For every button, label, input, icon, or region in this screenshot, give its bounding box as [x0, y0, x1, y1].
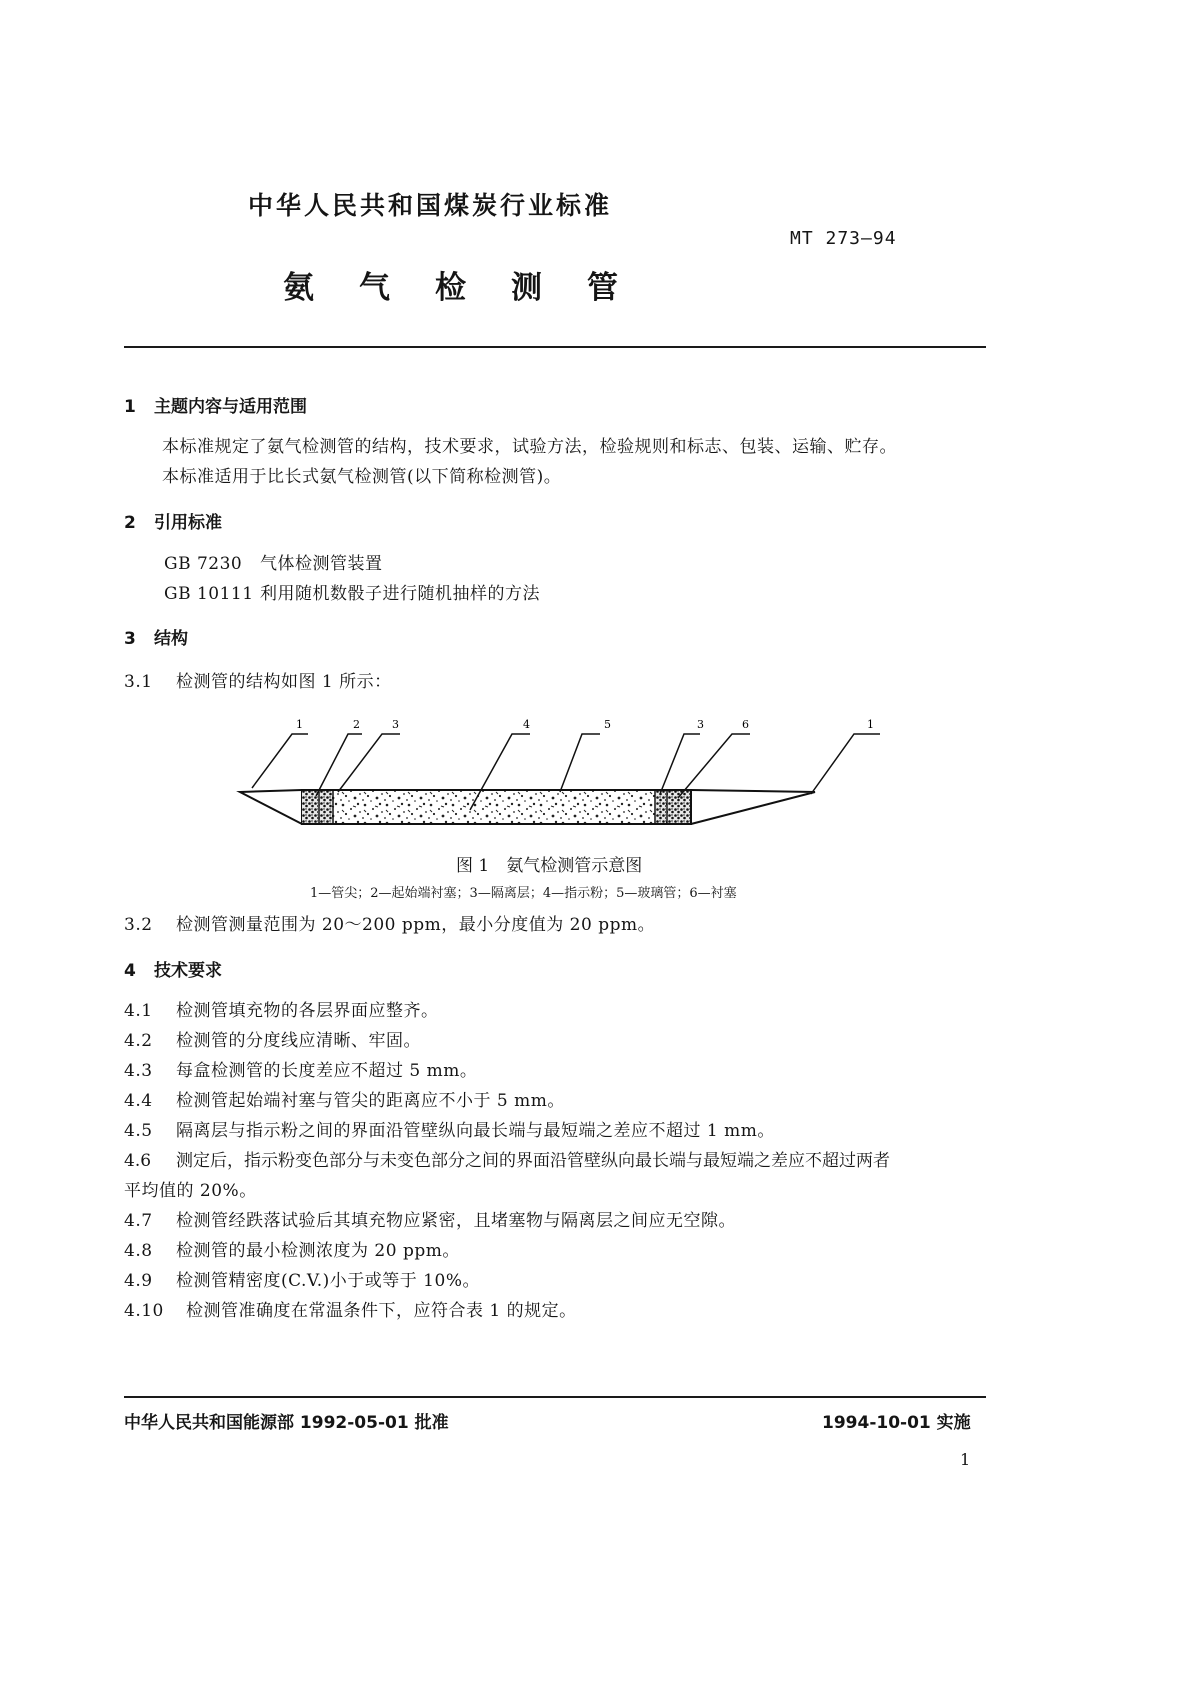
clause-number: 4.2: [124, 1031, 153, 1051]
clause-text: 隔离层与指示粉之间的界面沿管壁纵向最长端与最短端之差应不超过 1 mm。: [176, 1121, 775, 1141]
requirement-item: [124, 1266, 480, 1291]
section-4-heading: [124, 956, 222, 981]
tube-body: [302, 790, 691, 824]
section-1-title: 主题内容与适用范围: [154, 397, 307, 417]
clause-text: 检测管的结构如图 1 所示：: [176, 672, 392, 692]
clause-number: 4.9: [124, 1271, 153, 1291]
section-1-paragraph: 本标准规定了氨气检测管的结构，技术要求，试验方法，检验规则和标志、包装、运输、贮存。: [162, 437, 897, 457]
clause-3-1: [124, 667, 392, 692]
reference-item: [164, 549, 383, 574]
clause-text: 检测管经跌落试验后其填充物应紧密，且堵塞物与隔离层之间应无空隙。: [176, 1211, 736, 1231]
figure-1-tube-diagram: [230, 712, 890, 837]
requirement-item: [124, 996, 439, 1021]
section-2-title: 引用标准: [154, 513, 222, 533]
requirement-item: [124, 1296, 577, 1321]
callout-label: 3: [392, 718, 399, 731]
clause-number: 4.3: [124, 1061, 153, 1081]
clause-number: 4.8: [124, 1241, 153, 1261]
document-title: 氨 气 检 测 管: [283, 270, 625, 306]
section-2-heading: [124, 508, 222, 533]
section-4-number: 4: [124, 961, 136, 981]
requirement-item-continuation: 平均值的 20%。: [124, 1181, 257, 1201]
section-3-heading: [124, 624, 188, 649]
reference-title: 气体检测管装置: [260, 554, 383, 574]
reference-code: GB 10111: [164, 584, 254, 604]
clause-text: 测定后，指示粉变色部分与未变色部分之间的界面沿管壁纵向最长端与最短端之差应不超过两者: [176, 1151, 890, 1171]
clause-text: 检测管的最小检测浓度为 20 ppm。: [176, 1241, 460, 1261]
section-3-title: 结构: [154, 629, 188, 649]
reference-title: 利用随机数骰子进行随机抽样的方法: [260, 584, 540, 604]
requirement-item: [124, 1026, 421, 1051]
section-1-paragraph: 本标准适用于比长式氨气检测管(以下简称检测管)。: [162, 467, 562, 487]
tube-tip-right: [691, 790, 815, 824]
separation-layer: [320, 791, 332, 823]
clause-number: 4.1: [124, 1001, 153, 1021]
approval-line: 中华人民共和国能源部 1992-05-01 批准: [124, 1413, 449, 1433]
callout-label: 5: [604, 718, 611, 731]
clause-text: 检测管准确度在常温条件下，应符合表 1 的规定。: [186, 1301, 577, 1321]
reference-item: [164, 579, 540, 604]
callout-label: 2: [353, 718, 360, 731]
clause-number: 4.10: [124, 1301, 164, 1321]
standard-category: 中华人民共和国煤炭行业标准: [248, 191, 613, 220]
clause-3-2: [124, 910, 655, 935]
requirement-item: [124, 1236, 460, 1261]
clause-number: 3.2: [124, 915, 153, 935]
requirement-item: [124, 1086, 565, 1111]
clause-text: 检测管填充物的各层界面应整齐。: [176, 1001, 439, 1021]
tube-tip-left: [240, 790, 302, 824]
clause-text: 检测管的分度线应清晰、牢固。: [176, 1031, 421, 1051]
standard-code: MT 273—94: [790, 228, 897, 249]
clause-text: 检测管测量范围为 20～200 ppm，最小分度值为 20 ppm。: [176, 915, 656, 935]
header-rule: [124, 346, 986, 348]
clause-number: 4.5: [124, 1121, 153, 1141]
clause-number: 4.6: [124, 1151, 152, 1171]
page-number: 1: [960, 1450, 971, 1469]
requirement-item: [124, 1116, 775, 1141]
start-plug: [302, 791, 318, 823]
footer-rule: [124, 1396, 986, 1398]
clause-number: 3.1: [124, 672, 153, 692]
figure-caption: 图 1 氨气检测管示意图: [456, 856, 643, 876]
section-2-number: 2: [124, 513, 136, 533]
figure-legend: 1—管尖；2—起始端衬塞；3—隔离层；4—指示粉；5—玻璃管；6—衬塞: [310, 886, 737, 901]
clause-text: 检测管起始端衬塞与管尖的距离应不小于 5 mm。: [176, 1091, 565, 1111]
requirement-item: [124, 1206, 736, 1231]
separation-layer-right: [656, 791, 666, 823]
callout-label: 1: [296, 718, 303, 731]
effective-date: 1994-10-01 实施: [822, 1413, 971, 1433]
callout-label: 6: [742, 718, 749, 731]
clause-number: 4.4: [124, 1091, 153, 1111]
callout-label: 3: [697, 718, 704, 731]
clause-text: 检测管精密度(C.V.)小于或等于 10%。: [176, 1271, 480, 1291]
requirement-item: [124, 1056, 477, 1081]
callout-label: 4: [523, 718, 530, 731]
section-3-number: 3: [124, 629, 136, 649]
clause-number: 4.7: [124, 1211, 153, 1231]
section-1-heading: [124, 392, 307, 417]
callout-label: 1: [867, 718, 874, 731]
reference-code: GB 7230: [164, 554, 243, 574]
requirement-item: [124, 1146, 890, 1171]
section-1-number: 1: [124, 397, 136, 417]
section-4-title: 技术要求: [154, 961, 222, 981]
clause-text: 每盒检测管的长度差应不超过 5 mm。: [176, 1061, 478, 1081]
